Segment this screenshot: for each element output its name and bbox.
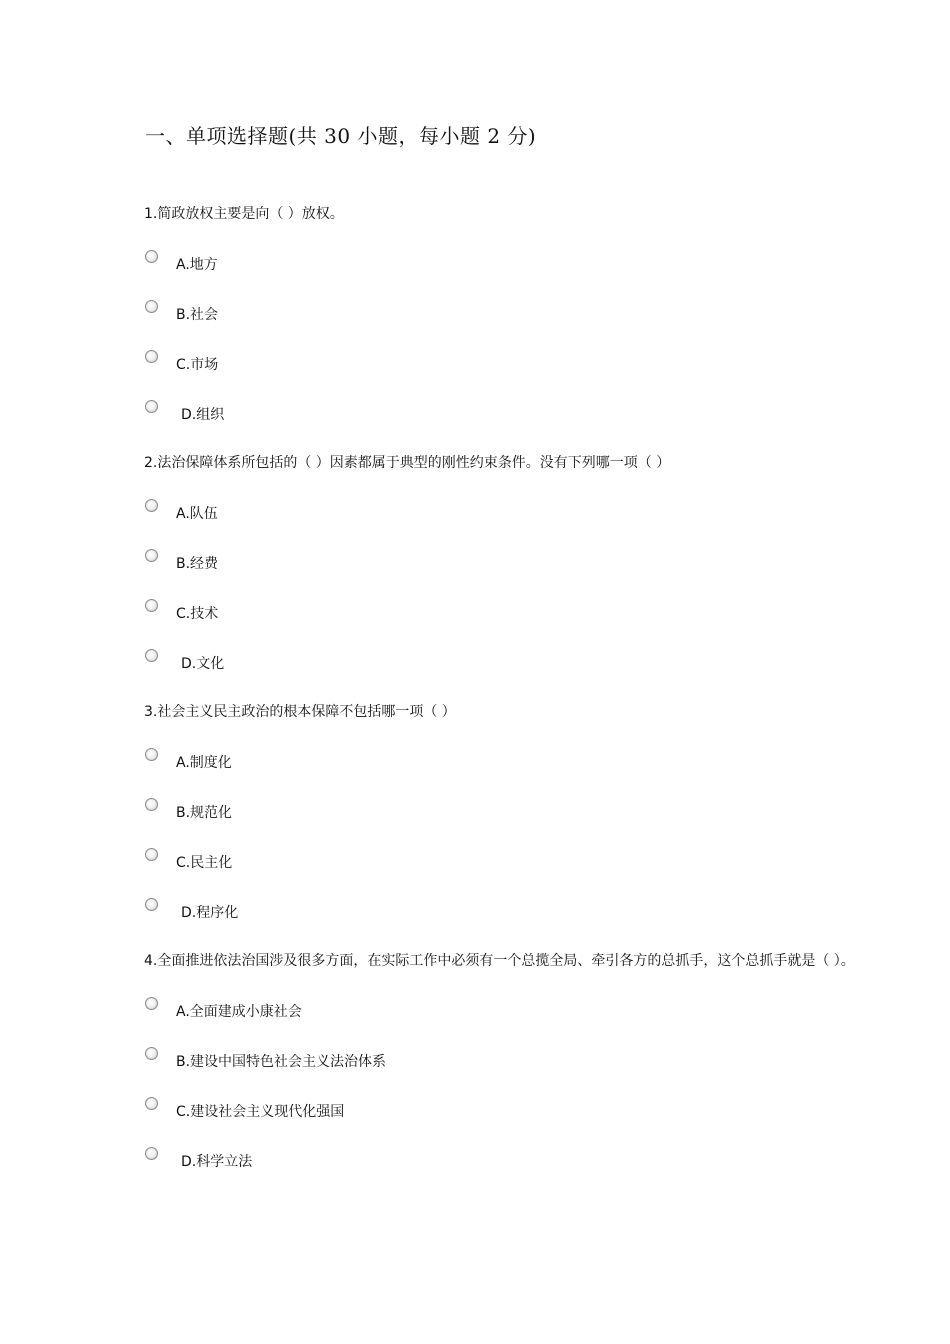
radio-button[interactable] bbox=[145, 350, 158, 363]
option-c[interactable] bbox=[145, 599, 645, 621]
option-a[interactable] bbox=[145, 997, 645, 1019]
option-label: B.规范化 bbox=[176, 805, 233, 821]
question-text: 3.社会主义民主政治的根本保障不包括哪一项（ ） bbox=[144, 704, 456, 720]
option-d[interactable] bbox=[145, 400, 645, 422]
question-text: 4.全面推进依法治国涉及很多方面，在实际工作中必须有一个总揽全局、牵引各方的总抓手，这个总抓手就是（ ）。 bbox=[144, 953, 855, 969]
radio-button[interactable] bbox=[145, 997, 158, 1010]
option-label: A.队伍 bbox=[176, 506, 218, 522]
option-d[interactable] bbox=[145, 649, 645, 671]
option-label: D.程序化 bbox=[181, 905, 239, 921]
radio-button[interactable] bbox=[145, 848, 158, 861]
radio-button[interactable] bbox=[145, 748, 158, 761]
radio-button[interactable] bbox=[145, 300, 158, 313]
option-a[interactable] bbox=[145, 250, 645, 272]
radio-button[interactable] bbox=[145, 1147, 158, 1160]
option-d[interactable] bbox=[145, 898, 645, 920]
radio-button[interactable] bbox=[145, 499, 158, 512]
option-label: B.社会 bbox=[176, 307, 219, 323]
option-label: C.建设社会主义现代化强国 bbox=[176, 1104, 345, 1120]
option-b[interactable] bbox=[145, 798, 645, 820]
option-label: B.建设中国特色社会主义法治体系 bbox=[176, 1054, 387, 1070]
option-label: D.文化 bbox=[181, 656, 225, 672]
option-b[interactable] bbox=[145, 549, 645, 571]
radio-button[interactable] bbox=[145, 649, 158, 662]
option-label: D.科学立法 bbox=[181, 1154, 253, 1170]
option-label: B.经费 bbox=[176, 556, 219, 572]
radio-button[interactable] bbox=[145, 1097, 158, 1110]
option-b[interactable] bbox=[145, 1047, 645, 1069]
radio-button[interactable] bbox=[145, 898, 158, 911]
radio-button[interactable] bbox=[145, 400, 158, 413]
option-c[interactable] bbox=[145, 350, 645, 372]
option-d[interactable] bbox=[145, 1147, 645, 1169]
option-c[interactable] bbox=[145, 1097, 645, 1119]
radio-button[interactable] bbox=[145, 549, 158, 562]
radio-button[interactable] bbox=[145, 798, 158, 811]
radio-button[interactable] bbox=[145, 250, 158, 263]
option-label: A.制度化 bbox=[176, 755, 232, 771]
option-label: D.组织 bbox=[181, 407, 225, 423]
radio-button[interactable] bbox=[145, 599, 158, 612]
question-text: 1.简政放权主要是向（ ）放权。 bbox=[144, 206, 344, 222]
section-title: 一、单项选择题(共 30 小题，每小题 2 分) bbox=[145, 124, 537, 148]
option-c[interactable] bbox=[145, 848, 645, 870]
option-a[interactable] bbox=[145, 748, 645, 770]
option-label: C.民主化 bbox=[176, 855, 233, 871]
radio-button[interactable] bbox=[145, 1047, 158, 1060]
option-label: A.全面建成小康社会 bbox=[176, 1004, 302, 1020]
option-label: A.地方 bbox=[176, 257, 218, 273]
option-b[interactable] bbox=[145, 300, 645, 322]
option-label: C.技术 bbox=[176, 606, 219, 622]
question-text: 2.法治保障体系所包括的（ ）因素都属于典型的刚性约束条件。没有下列哪一项（ ） bbox=[144, 455, 671, 471]
option-a[interactable] bbox=[145, 499, 645, 521]
option-label: C.市场 bbox=[176, 357, 219, 373]
